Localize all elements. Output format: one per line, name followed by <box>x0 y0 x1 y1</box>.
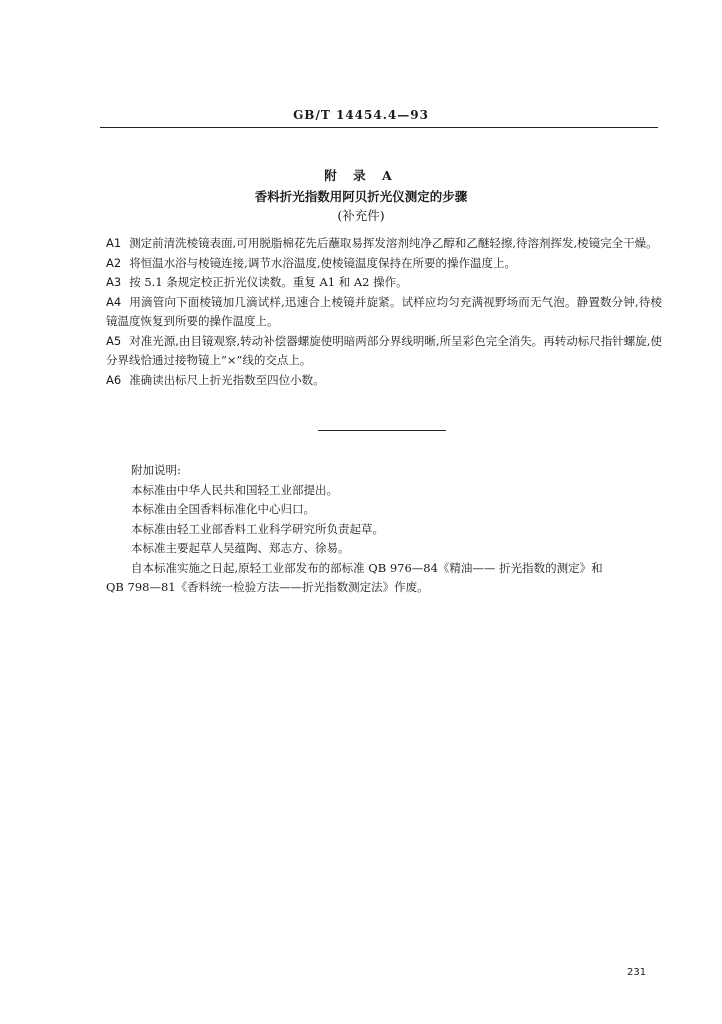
step-a3 <box>106 273 662 293</box>
appendix-subtitle: 香料折光指数用阿贝折光仪测定的步骤 <box>254 189 468 204</box>
step-a1 <box>106 234 662 254</box>
appendix-title: 附 录 A <box>324 168 398 183</box>
additional-notes <box>106 461 662 598</box>
appendix-note: (补充件) <box>337 208 385 223</box>
note-line: 本标准由轻工业部香料工业科学研究所负责起草。 <box>131 521 384 536</box>
step-a5 <box>106 332 662 371</box>
effective-note-line: QB 798—81《香料统一检验方法——折光指数测定法》作废。 <box>106 580 429 594</box>
step-a2 <box>106 254 662 274</box>
header-rule <box>100 127 658 128</box>
step-text: 准确读出标尺上折光指数至四位小数。 <box>129 372 325 387</box>
note-line: 本标准由全国香料标准化中心归口。 <box>131 502 315 516</box>
notes-heading: 附加说明: <box>131 463 181 477</box>
step-text: 将恒温水浴与棱镜连接,调节水浴温度,使棱镜温度保持在所要的操作温度上。 <box>129 255 516 270</box>
procedure-steps <box>106 234 662 390</box>
step-a4 <box>106 293 662 332</box>
step-text: 按 5.1 条规定校正折光仪读数。重复 A1 和 A2 操作。 <box>129 275 408 289</box>
step-number: A3 <box>106 275 122 289</box>
effective-note-line: 自本标准实施之日起,原轻工业部发布的部标准 QB 976—84《精油—— 折光指数的测定》和 <box>131 560 603 575</box>
section-divider <box>318 430 446 431</box>
step-text: 测定前清洗棱镜表面,可用脱脂棉花先后蘸取易挥发溶剂纯净乙醇和乙醚轻擦,待溶剂挥发,棱镜完全干燥。 <box>129 236 658 250</box>
note-line: 本标准主要起草人吴蕴陶、郑志方、徐易。 <box>131 541 350 555</box>
page-number: 231 <box>627 967 647 978</box>
step-a6 <box>106 371 662 391</box>
step-number: A5 <box>106 333 122 348</box>
step-number: A4 <box>106 294 122 309</box>
step-text: 对准光源,由目镜观察,转动补偿器螺旋使明暗两部分界线明晰,所呈彩色完全消失。再转动标尺指针螺旋,使分界线恰通过接物镜上“×”线的交点上。 <box>106 333 662 367</box>
note-line: 本标准由中华人民共和国轻工业部提出。 <box>131 482 338 497</box>
standard-number-header: GB/T 14454.4—93 <box>293 108 429 122</box>
step-number: A6 <box>106 372 122 387</box>
step-text: 用滴管向下面棱镜加几滴试样,迅速合上棱镜并旋紧。试样应均匀充满视野场而无气泡。静置数分钟,待棱镜温度恢复到所要的操作温度上。 <box>106 294 662 328</box>
step-number: A2 <box>106 255 122 270</box>
step-number: A1 <box>106 236 122 250</box>
